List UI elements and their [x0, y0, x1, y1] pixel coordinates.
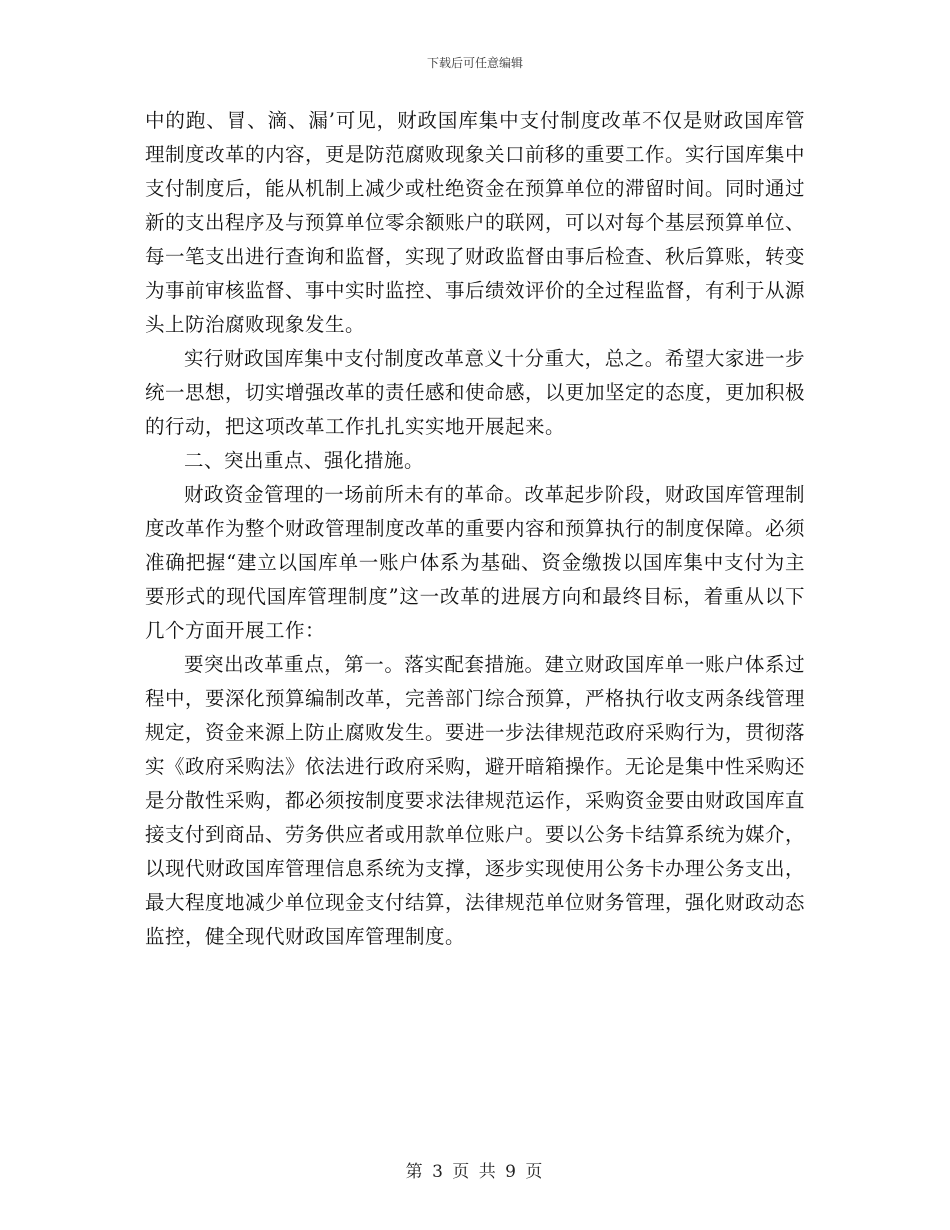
section-heading-two: 二、突出重点、强化措施。 [184, 449, 425, 472]
page-number-footer: 第 3 页 共 9 页 [405, 1162, 545, 1182]
page-header-note: 下载后可任意编辑 [426, 56, 523, 70]
document-body [145, 104, 805, 954]
paragraph-significance: 实行财政国库集中支付制度改革意义十分重大，总之。希望大家进一步统一思想，切实增强改革的责任感和使命感，以更加坚定的态度，更加积极的行动，把这项改革工作扎扎实实地开展起来。 [145, 347, 806, 438]
paragraph-reform-goal: 财政资金管理的一场前所未有的革命。改革起步阶段，财政国库管理制度改革作为整个财政管理制度改革的重要内容和预算执行的制度保障。必须准确把握“建立以国库单一账户体系为基础、资金缴拨以国库集中支付为主要形式的现代国库管理制度”这一改革的进展方向和最终目标，着重从以下几个方面开展工作： [145, 483, 806, 642]
paragraph-first-measure: 要突出改革重点，第一。落实配套措施。建立财政国库单一账户体系过程中，要深化预算编制改革，完善部门综合预算，严格执行收支两条线管理规定，资金来源上防止腐败发生。要进一步法律规范政府采购行为，贯彻落实《政府采购法》依法进行政府采购，避开暗箱操作。无论是集中性采购还是分散性采购，都必须按制度要求法律规范运作，采购资金要由财政国库直接支付到商品、劳务供应者或用款单位账户。要以公务卡结算系统为媒介，以现代财政国库管理信息系统为支撑，逐步实现使用公务卡办理公务支出，最大程度地减少单位现金支付结算，法律规范单位财务管理，强化财政动态监控，健全现代财政国库管理制度。 [145, 653, 806, 948]
paragraph-continuation: 中的跑、冒、滴、漏’可见，财政国库集中支付制度改革不仅是财政国库管理制度改革的内容，更是防范腐败现象关口前移的重要工作。实行国库集中支付制度后，能从机制上减少或杜绝资金在预算单位的滞留时间。同时通过新的支出程序及与预算单位零余额账户的联网，可以对每个基层预算单位、每一笔支出进行查询和监督，实现了财政监督由事后检查、秋后算账，转变为事前审核监督、事中实时监控、事后绩效评价的全过程监督，有利于从源头上防治腐败现象发生。 [145, 109, 806, 336]
